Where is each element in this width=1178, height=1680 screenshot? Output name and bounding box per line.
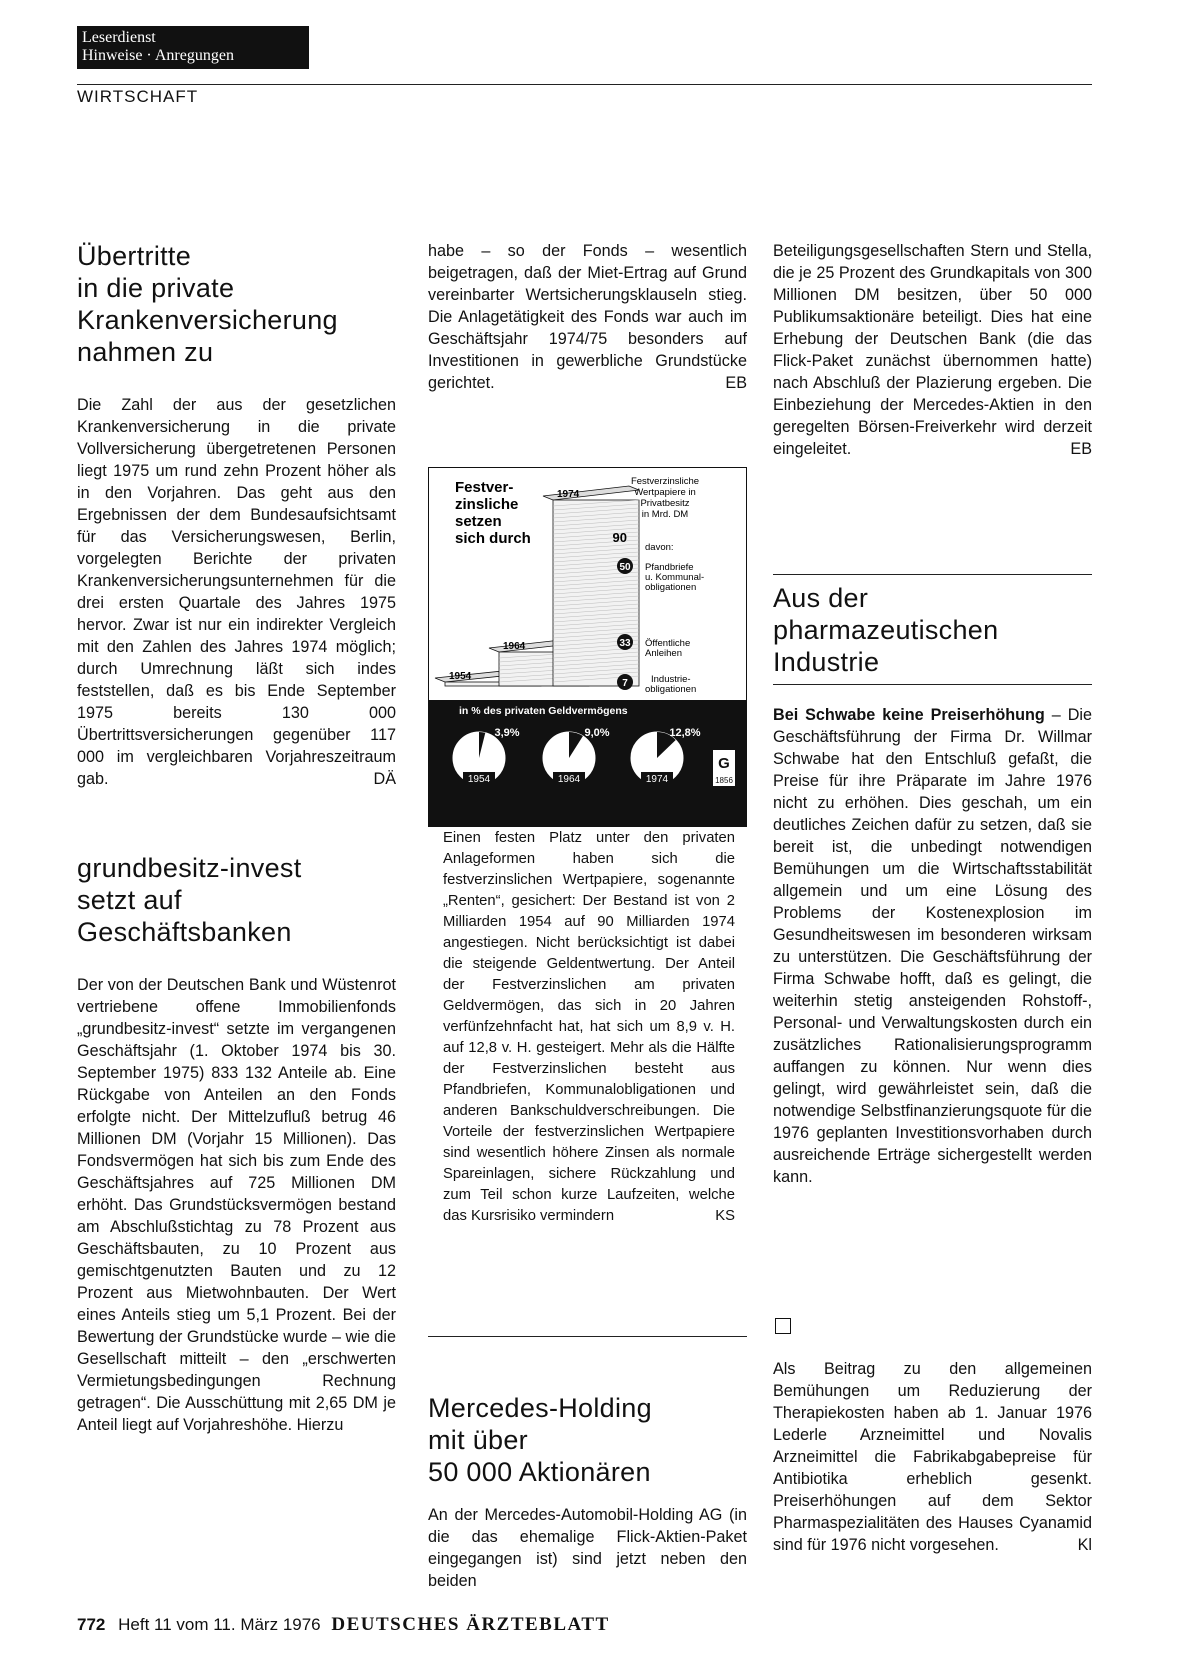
bar-value-label: 90 (612, 530, 627, 545)
share-percent: 12,8% (669, 727, 701, 739)
section-divider-box (775, 1318, 791, 1334)
journal-name: DEUTSCHES ÄRZTEBLATT (331, 1614, 610, 1635)
chart-legend-1: Festverzinsliche (630, 476, 700, 487)
share-year: 1964 (557, 774, 581, 785)
masthead-line-1: Leserdienst (82, 29, 156, 46)
article-pharma-body-2 (773, 1358, 1092, 1556)
breakdown-label-3b: obligationen (645, 684, 697, 695)
chart-caption (428, 828, 747, 1227)
article-body: Die Zahl der aus der gesetzlichen Krankenversicherung in die private Vollversicherung übergetretenen Personen liegt 1975 um rund zehn Prozent höher als in den Vorjahren. Das geht aus den Ergebnissen der dem Bundesaufsichtsamt für das Versicherungswesen, Berlin, vorgelegten Berichte der privaten Krankenversicherungsunternehmen für die drei ersten Quartale des Jahres 1975 hervor. Zwar ist nur ein indirekter Vergleich mit den Zahlen des Jahres 1974 möglich; durch Umrechnung läßt sich indes feststellen, daß es bis Ende September 1975 bereits 130 000 Übertrittsversicherungen gegenüber 117 000 im vergleichbaren Vorjahreszeitraum gab. DÄ (77, 396, 396, 788)
page-footer (77, 1614, 610, 1636)
chart-svg (429, 468, 746, 826)
chart-caption-text: Einen festen Platz unter den privaten Anlageformen haben sich die festverzinslichen Wertpapiere, sogenannte „Renten“, gesichert: Der Bestand ist von 2 Milliarden 1954 auf 90 Milliarden 1974 angestiegen. Nicht berücksichtigt ist dabei die steigende Geldentwertung. Der Anteil der Festverzinslichen am privaten Geldvermögen, das sich in 20 Jahren verfünfzehnfacht hat, hat sich um 8,9 v. H. auf 12,8 v. H. gesteigert. Mehr als die Hälfte der Festverzinslichen besteht aus Pfandbriefen, Kommunalobligationen und anderen Bankschuldverschreibungen. Die Vorteile der festverzinslichen Wertpapiere sind wesentlich höhere Zinsen als normale Spareinlagen, sichere Rückzahlung und zum Teil schon kurze Laufzeiten, welche das Kursrisiko vermindern KS (443, 828, 735, 1227)
chart-title-1: Festver- (455, 479, 514, 496)
article-pharma-body (773, 704, 1092, 1188)
share-percent: 3,9% (494, 727, 520, 739)
bar-year-label: 1954 (449, 671, 472, 682)
bar-year-label: 1974 (557, 489, 580, 500)
masthead (77, 26, 309, 69)
pharma-top-rule (773, 574, 1092, 575)
article-title: Aus der pharmazeutischen Industrie (773, 583, 999, 677)
chart-title-4: sich durch (455, 530, 531, 547)
article-body: Der von der Deutschen Bank und Wüstenrot vertriebene offene Immobilienfonds „grundbesitz-invest“ setzte im vergangenen Geschäftsjahr (1. Oktober 1974 bis 30. September 1975) 833 132 Anteile ab. Eine Rückgabe von Anteilen an den Fonds erfolgte nicht. Der Mittelzufluß betrug 46 Millionen DM (Vorjahr 15 Millionen). Das Fondsvermögen hat sich bis zum Ende des Geschäftsjahres auf 725 Millionen DM erhöht. Das Grundstücksvermögen bestand am Abschlußstichtag zu 78 Prozent aus Geschäftsbauten, zu 10 Prozent aus gemischtgenutzten Bauten und zu 12 Prozent aus Mietwohnbauten. Der Wert eines Anteils stieg um 5,1 Prozent. Bei der Bewertung der Grundstücke wurde – wie die Gesellschaft mitteilt – den „erschwerten Vermietungsbedingungen Rechnung getragen“. Die Ausschüttung mit 2,65 DM je Anteil liegt auf Vorjahreshöhe. Hierzu (77, 976, 396, 1434)
breakdown-label-2b: Anleihen (645, 648, 682, 659)
article-grundbesitz-continuation (428, 240, 747, 394)
article-signature: EB (1070, 440, 1092, 458)
chart-legend-3: Privatbesitz (640, 498, 690, 509)
section-label: WIRTSCHAFT (77, 87, 199, 106)
breakdown-value: 33 (619, 638, 631, 649)
chart-legend-4: in Mrd. DM (641, 509, 689, 520)
article-body: Bei Schwabe keine Preiserhöhung – Die Geschäftsführung der Firma Dr. Willmar Schwabe hat den Entschluß gefaßt, die Preise für ihre Präparate im Jahre 1976 nicht zu erhöhen. Dies geschah, um ein deutliches Zeichen dafür zu setzen, daß sie bereit ist, die unbedingt notwendigen Bemühungen um die Wirtschaftsstabilität allgemein und um eine Lösung des Problems der Kostenexplosion im Gesundheitswesen im besonderen wirksam zu unterstützen. Die Geschäftsführung der Firma Schwabe hofft, daß es gelingt, die weiterhin stetig ansteigenden Rohstoff-, Personal- und Verwaltungskosten durch ein zusätzliches Rationalisierungsprogramm auffangen zu können. Nur wenn dies gelingt, wird gewährleistet sein, daß die notwendige Selbstfinanzierungsquote für die 1976 geplanten Investitionsvorhaben durch ausreichende Erträge sichergestellt werden kann. (773, 706, 1092, 1186)
breakdown-value: 7 (622, 678, 628, 689)
article-signature: DÄ (373, 770, 396, 788)
article-signature: Kl (1077, 1536, 1092, 1554)
chart-breakdown-label: davon: (645, 542, 674, 553)
article-mercedes-holding (428, 1392, 747, 1592)
chart-legend-2: Wertpapiere in (634, 487, 696, 498)
breakdown-label-3a: Industrie- (651, 674, 691, 685)
chart-figure (428, 467, 747, 827)
issue-info: Heft 11 vom 11. März 1976 (118, 1615, 321, 1634)
chart-title-3: setzen (455, 513, 502, 530)
article-title: Übertritte in die private Krankenversicherung nahmen zu (77, 241, 338, 367)
page-number: 772 (77, 1615, 106, 1634)
article-grundbesitz-invest (77, 852, 396, 1436)
breakdown-label-1a: Pfandbriefe (645, 562, 694, 573)
share-percent: 9,0% (584, 727, 610, 739)
source-mark: G (718, 755, 730, 772)
source-number: 1856 (715, 776, 733, 785)
breakdown-label-1b: u. Kommunal- (645, 572, 705, 583)
chart-caption-signature: KS (715, 1208, 735, 1224)
article-signature: EB (725, 374, 747, 392)
share-year: 1974 (645, 774, 669, 785)
chart-bottom-rule (428, 1336, 747, 1337)
article-body: An der Mercedes-Automobil-Holding AG (in die das ehemalige Flick-Aktien-Paket eingegangen ist) sind jetzt neben den beiden (428, 1506, 747, 1590)
bar-year-label: 1964 (503, 641, 526, 652)
breakdown-label-1c: obligationen (645, 582, 697, 593)
article-title: grundbesitz-invest setzt auf Geschäftsbanken (77, 853, 302, 947)
article-mercedes-continuation (773, 240, 1092, 460)
share-title: in % des privaten Geldvermögens (459, 705, 628, 717)
breakdown-label-2a: Öffentliche (645, 638, 691, 649)
article-title: Mercedes-Holding mit über 50 000 Aktionären (428, 1393, 652, 1487)
share-year: 1954 (467, 774, 491, 785)
masthead-line-2: Hinweise · Anregungen (82, 47, 234, 64)
article-pharma (773, 582, 1092, 678)
article-lead: Bei Schwabe keine Preiserhöhung (773, 706, 1045, 724)
article-private-insurance (77, 240, 396, 790)
chart-title-2: zinsliche (455, 496, 519, 513)
article-body: habe – so der Fonds – wesentlich beigetragen, daß der Miet-Ertrag auf Grund vereinbarter Wertsicherungsklauseln stieg. Die Anlagetätigkeit des Fonds war auch im Geschäftsjahr 1974/75 besonders auf Investitionen in gewerbliche Grundstücke gerichtet. EB (428, 242, 747, 392)
breakdown-value: 50 (619, 562, 631, 573)
pharma-title-rule (773, 684, 1092, 685)
article-body: Als Beitrag zu den allgemeinen Bemühungen um Reduzierung der Therapiekosten haben ab 1. Januar 1976 Lederle Arzneimittel und Novalis Arzneimittel die Fabrikabgabepreise für Antibiotika erheblich gesenkt. Preiserhöhungen auf dem Sektor Pharmaspezialitäten des Hauses Cyanamid sind für 1976 nicht vorgesehen. Kl (773, 1360, 1092, 1554)
top-rule (77, 84, 1092, 85)
article-body: Beteiligungsgesellschaften Stern und Stella, die je 25 Prozent des Grundkapitals von 300 Millionen DM besitzen, über 50 000 Publikumsaktionäre beteiligt. Dies hat eine Erhebung der Deutschen Bank (die das Flick-Paket zunächst übernommen hatte) nach Abschluß der Plazierung ergeben. Die Einbeziehung der Mercedes-Aktien in den geregelten Börsen-Freiverkehr wird derzeit eingeleitet. EB (773, 242, 1092, 458)
